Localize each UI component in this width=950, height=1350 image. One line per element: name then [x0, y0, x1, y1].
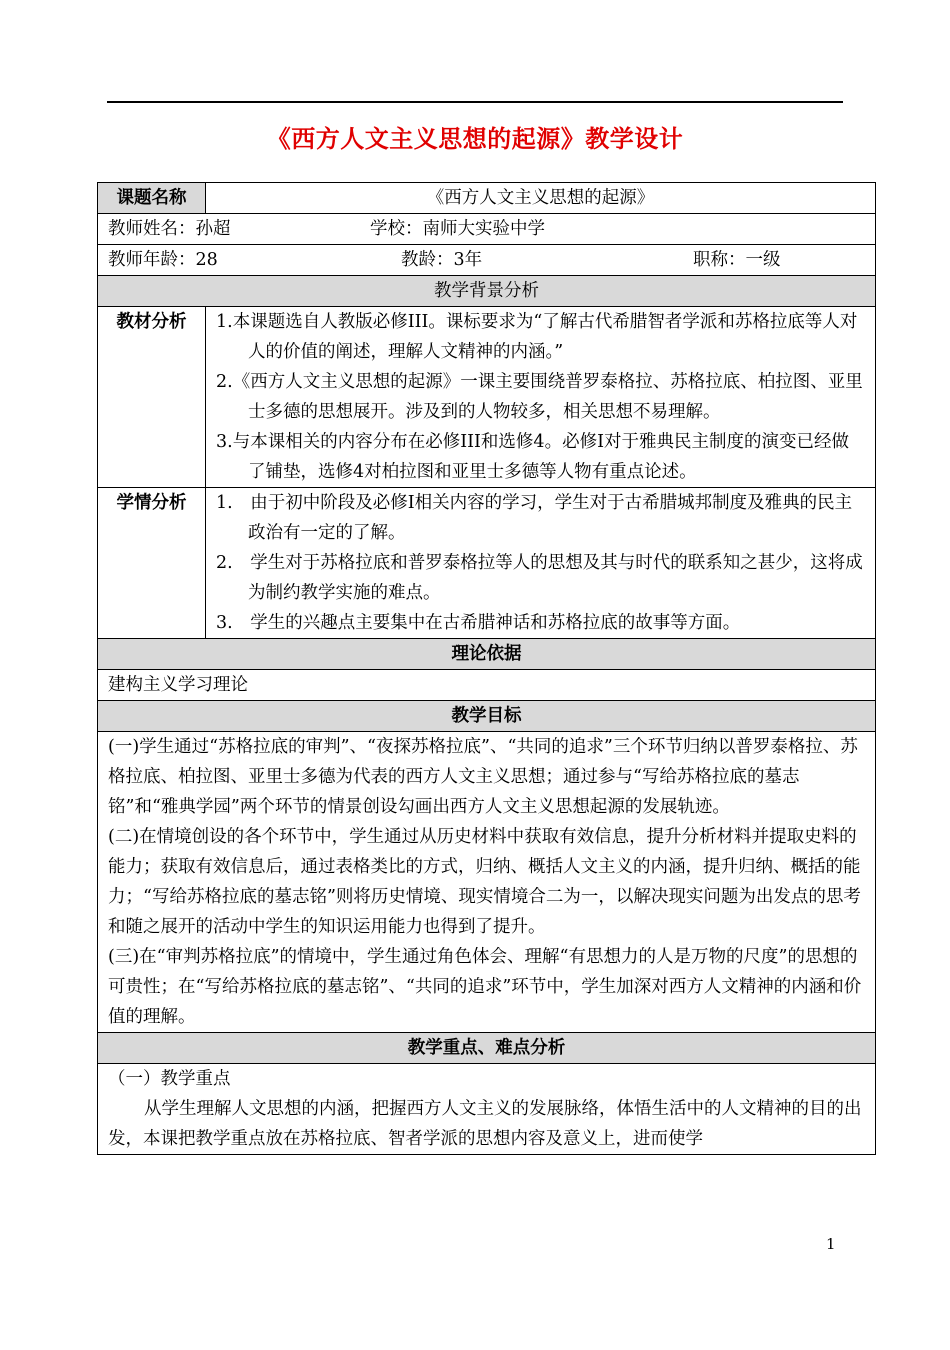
- learner-analysis-row: [98, 488, 876, 639]
- theory-row: [98, 670, 876, 701]
- title-rank: 职称：一级: [693, 250, 781, 270]
- page-number: 1: [826, 1235, 836, 1253]
- objectives-content: [98, 732, 876, 1033]
- background-header-row: [98, 276, 876, 307]
- learner-item: 1. 由于初中阶段及必修I相关内容的学习，学生对于古希腊城邦制度及雅典的民主政治有一定的了解。: [216, 493, 853, 543]
- learner-content: [206, 488, 876, 639]
- material-content: [206, 307, 876, 488]
- material-item: 1.本课题选自人教版必修III。课标要求为“了解古代希腊智者学派和苏格拉底等人对人的价值的阐述，理解人文精神的内涵。”: [216, 312, 858, 362]
- teacher-info-row: [98, 245, 876, 276]
- teacher-name: 教师姓名：孙超: [108, 219, 231, 239]
- objective-paragraph: (二)在情境创设的各个环节中，学生通过从历史材料中获取有效信息，提升分析材料并提取史料的能力；获取有效信息后，通过表格类比的方式，归纳、概括人文主义的内涵，提升归纳、概括的能力；“写给苏格拉底的墓志铭”则将历史情境、现实情境合二为一，以解决现实问题为出发点的思考和随之展开的活动中学生的知识运用能力也得到了提升。: [108, 827, 861, 937]
- topic-row: [98, 183, 876, 214]
- material-item: 2.《西方人文主义思想的起源》一课主要围绕普罗泰格拉、苏格拉底、柏拉图、亚里士多德的思想展开。涉及到的人物较多，相关思想不易理解。: [216, 372, 863, 422]
- lesson-plan-table: [97, 182, 876, 1155]
- keypoints-header: 教学重点、难点分析: [98, 1033, 876, 1064]
- material-item: 3.与本课相关的内容分布在必修III和选修4。必修I对于雅典民主制度的演变已经做了铺垫，选修4对柏拉图和亚里士多德等人物有重点论述。: [216, 432, 849, 482]
- objective-paragraph: (一)学生通过“苏格拉底的审判”、“夜探苏格拉底”、“共同的追求”三个环节归纳以普罗泰格拉、苏格拉底、柏拉图、亚里士多德为代表的西方人文主义思想；通过参与“写给苏格拉底的墓志铭”和“雅典学园”两个环节的情景创设勾画出西方人文主义思想起源的发展轨迹。: [108, 737, 858, 817]
- teacher-row: [98, 214, 876, 245]
- keypoints-paragraph: 从学生理解人文思想的内涵，把握西方人文主义的发展脉络，体悟生活中的人文精神的目的出发，本课把教学重点放在苏格拉底、智者学派的思想内容及意义上，进而使学: [108, 1099, 862, 1149]
- objectives-header: 教学目标: [98, 701, 876, 732]
- background-header: 教学背景分析: [98, 276, 876, 307]
- objectives-row: [98, 732, 876, 1033]
- learner-item: 3. 学生的兴趣点主要集中在古希腊神话和苏格拉底的故事等方面。: [216, 613, 741, 633]
- material-analysis-row: [98, 307, 876, 488]
- keypoints-header-row: [98, 1033, 876, 1064]
- teaching-years: 教龄：3年: [401, 250, 483, 270]
- keypoints-subheading: （一）教学重点: [108, 1069, 231, 1089]
- keypoints-content: [98, 1064, 876, 1155]
- keypoints-row: [98, 1064, 876, 1155]
- topic-label: 课题名称: [98, 183, 206, 214]
- document-title: 《西方人文主义思想的起源》教学设计: [266, 125, 684, 153]
- theory-text: 建构主义学习理论: [98, 670, 876, 701]
- learner-label: 学情分析: [98, 488, 206, 639]
- header-rule: [107, 101, 843, 103]
- material-label: 教材分析: [98, 307, 206, 488]
- teacher-age: 教师年龄：28: [108, 250, 218, 270]
- learner-item: 2. 学生对于苏格拉底和普罗泰格拉等人的思想及其与时代的联系知之甚少，这将成为制约教学实施的难点。: [216, 553, 863, 603]
- topic-value: 《西方人文主义思想的起源》: [206, 183, 876, 214]
- theory-header: 理论依据: [98, 639, 876, 670]
- theory-header-row: [98, 639, 876, 670]
- objectives-header-row: [98, 701, 876, 732]
- school-name: 学校：南师大实验中学: [370, 219, 545, 239]
- objective-paragraph: (三)在“审判苏格拉底”的情境中，学生通过角色体会、理解“有思想力的人是万物的尺度”的思想的可贵性；在“写给苏格拉底的墓志铭”、“共同的追求”环节中，学生加深对西方人文精神的内涵和价值的理解。: [108, 947, 862, 1027]
